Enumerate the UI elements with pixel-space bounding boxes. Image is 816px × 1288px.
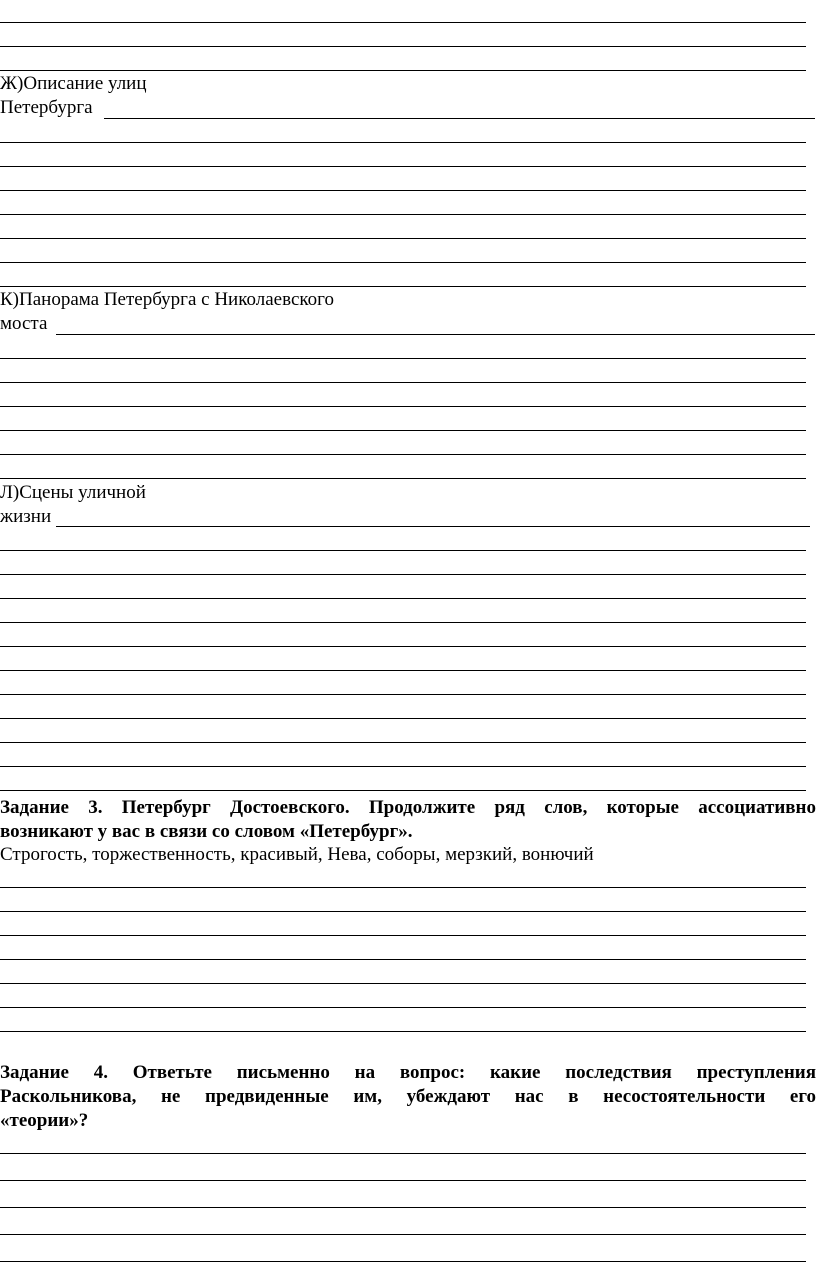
- writing-line[interactable]: [0, 646, 806, 647]
- writing-line[interactable]: [0, 1007, 806, 1008]
- writing-line[interactable]: [0, 574, 806, 575]
- writing-line[interactable]: [0, 430, 806, 431]
- writing-line[interactable]: [0, 983, 806, 984]
- task4-heading-line2: Раскольникова, не предвиденные им, убеждают нас в несостоятельности его: [0, 1086, 816, 1107]
- writing-line[interactable]: [0, 1031, 806, 1032]
- section-k-title-line1: К)Панорама Петербурга с Николаевского: [0, 289, 334, 310]
- writing-line[interactable]: [0, 478, 806, 479]
- writing-line[interactable]: [0, 454, 806, 455]
- writing-line[interactable]: [0, 766, 806, 767]
- section-l-title-line2: жизни: [0, 506, 52, 527]
- writing-line[interactable]: [0, 142, 806, 143]
- writing-line[interactable]: [0, 406, 806, 407]
- writing-line[interactable]: [0, 1180, 806, 1181]
- task3-example-words: Строгость, торжественность, красивый, Нева, соборы, мерзкий, вонючий: [0, 844, 594, 865]
- writing-line[interactable]: [0, 70, 806, 71]
- writing-line[interactable]: [0, 887, 806, 888]
- section-k-title-line2: моста: [0, 313, 48, 334]
- writing-line[interactable]: [0, 46, 806, 47]
- task4-heading-line1: Задание 4. Ответьте письменно на вопрос: какие последствия преступления: [0, 1062, 816, 1083]
- section-k-answer-line[interactable]: [56, 334, 815, 335]
- writing-line[interactable]: [0, 358, 806, 359]
- writing-line[interactable]: [0, 238, 806, 239]
- writing-line[interactable]: [0, 742, 806, 743]
- writing-line[interactable]: [0, 1207, 806, 1208]
- section-l-title-line1: Л)Сцены уличной: [0, 482, 146, 503]
- writing-line[interactable]: [0, 190, 806, 191]
- writing-line[interactable]: [0, 670, 806, 671]
- writing-line[interactable]: [0, 959, 806, 960]
- writing-line[interactable]: [0, 262, 806, 263]
- writing-line[interactable]: [0, 935, 806, 936]
- writing-line[interactable]: [0, 286, 806, 287]
- section-l-answer-line[interactable]: [56, 526, 810, 527]
- writing-line[interactable]: [0, 1153, 806, 1154]
- writing-line[interactable]: [0, 1234, 806, 1235]
- writing-line[interactable]: [0, 22, 806, 23]
- writing-line[interactable]: [0, 694, 806, 695]
- writing-line[interactable]: [0, 166, 806, 167]
- writing-line[interactable]: [0, 622, 806, 623]
- section-zh-title-line1: Ж)Описание улиц: [0, 73, 147, 94]
- task3-heading-line2: возникают у вас в связи со словом «Петербург».: [0, 821, 413, 842]
- section-zh-answer-line[interactable]: [104, 118, 815, 119]
- writing-line[interactable]: [0, 911, 806, 912]
- writing-line[interactable]: [0, 214, 806, 215]
- writing-line[interactable]: [0, 598, 806, 599]
- writing-line[interactable]: [0, 1261, 806, 1262]
- writing-line[interactable]: [0, 382, 806, 383]
- task4-heading-line3: «теории»?: [0, 1110, 89, 1131]
- section-zh-title-line2: Петербурга: [0, 97, 93, 118]
- writing-line[interactable]: [0, 718, 806, 719]
- writing-line[interactable]: [0, 550, 806, 551]
- writing-line[interactable]: [0, 790, 806, 791]
- task3-heading-line1: Задание 3. Петербург Достоевского. Продолжите ряд слов, которые ассоциативно: [0, 797, 816, 818]
